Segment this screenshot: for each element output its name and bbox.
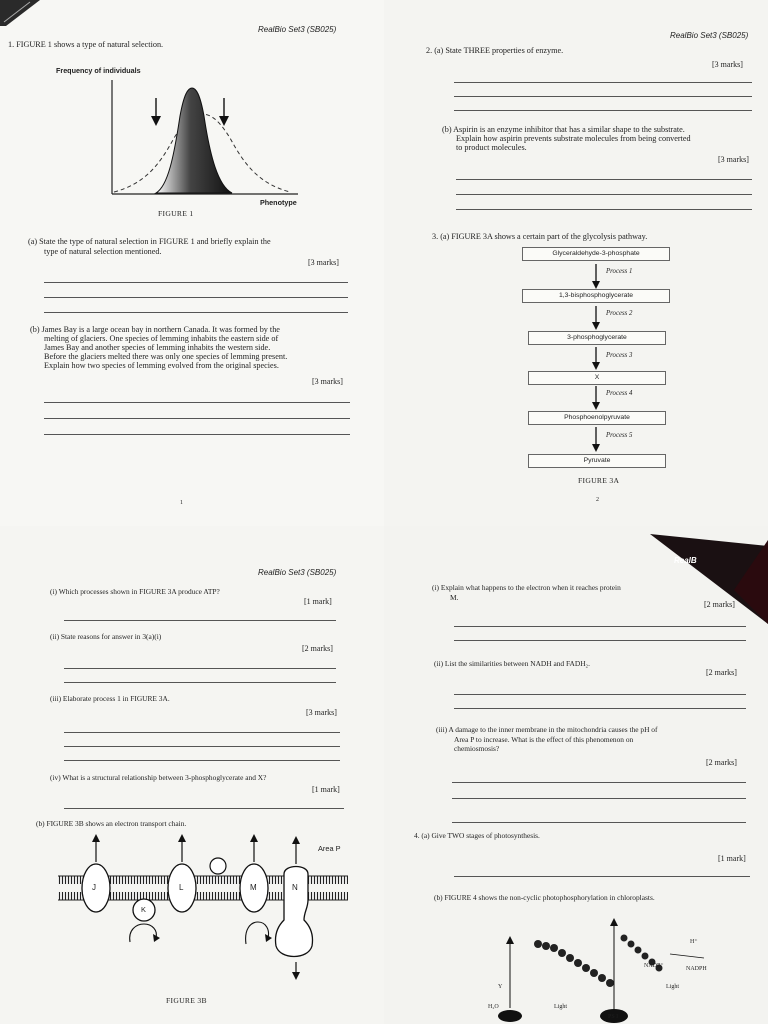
- page-corner-shadow: [0, 0, 40, 26]
- page-number: 1: [180, 500, 183, 506]
- answer-line: [454, 640, 746, 641]
- label-k: K: [141, 905, 146, 914]
- answer-line: [64, 760, 340, 761]
- question-2b-line-1: (b) Aspirin is an enzyme inhibitor that has a similar shape to the substrate.: [442, 125, 685, 134]
- answer-line: [64, 808, 344, 809]
- answer-line: [44, 418, 350, 419]
- pathway-box-pyruvate: Pyruvate: [528, 454, 666, 468]
- page-corner-shadow: [384, 526, 768, 626]
- answer-line: [454, 96, 752, 97]
- process-1-label: Process 1: [606, 268, 633, 275]
- answer-line: [454, 876, 750, 877]
- answer-line: [452, 798, 746, 799]
- question-1a-line-2: type of natural selection mentioned.: [44, 247, 162, 256]
- question-3a-ii: (ii) State reasons for answer in 3(a)(i): [50, 632, 162, 641]
- answer-line: [44, 402, 350, 403]
- question-3b-iii-line-1: (iii) A damage to the inner membrane in the mitochondria causes the pH of: [436, 725, 658, 734]
- page-2: [384, 0, 768, 526]
- figure-3b-caption: FIGURE 3B: [166, 996, 207, 1005]
- answer-line: [456, 209, 752, 210]
- question-3b-i-line-1: (i) Explain what happens to the electron when it reaches protein: [432, 583, 621, 592]
- question-3a-i: (i) Which processes shown in FIGURE 3A produce ATP?: [50, 587, 220, 596]
- answer-line: [456, 194, 752, 195]
- page-header: RealB: [674, 556, 697, 565]
- process-5-label: Process 5: [606, 432, 633, 439]
- label-n: N: [292, 883, 298, 892]
- y-axis-label: Frequency of individuals: [56, 66, 141, 75]
- answer-line: [452, 822, 746, 823]
- answer-line: [64, 746, 340, 747]
- page-3: [0, 526, 384, 1024]
- selected-distribution-curve: [156, 88, 232, 193]
- question-2a-marks: [3 marks]: [712, 60, 743, 69]
- question-2b-line-2: Explain how aspirin prevents substrate molecules from being converted: [456, 134, 691, 143]
- answer-line: [44, 434, 350, 435]
- area-p-label: Area P: [318, 844, 341, 853]
- process-3-label: Process 3: [606, 352, 633, 359]
- answer-line: [452, 782, 746, 783]
- answer-line: [64, 732, 340, 733]
- nadp-plus-label: NADP⁺: [644, 963, 664, 969]
- electron-transport-chain-diagram: [58, 834, 348, 994]
- ps1-label: PS I: [608, 1014, 619, 1020]
- question-3b-iii-marks: [2 marks]: [706, 758, 737, 767]
- answer-line: [454, 626, 746, 627]
- question-1b-line-3: James Bay and another species of lemming inhabits the western side.: [44, 343, 271, 352]
- answer-line: [454, 110, 752, 111]
- question-1a-marks: [3 marks]: [308, 258, 339, 267]
- question-1-intro: 1. FIGURE 1 shows a type of natural selection.: [8, 40, 164, 49]
- question-1b-marks: [3 marks]: [312, 377, 343, 386]
- figure-3a-caption: FIGURE 3A: [578, 476, 620, 485]
- electron-carrier-chain-1: [534, 940, 614, 987]
- answer-line: [454, 82, 752, 83]
- answer-line: [454, 694, 746, 695]
- answer-line: [64, 682, 336, 683]
- pathway-box-glyceraldehyde-3-phosphate: Glyceraldehyde-3-phosphate: [522, 247, 670, 261]
- question-3b: (b) FIGURE 3B shows an electron transport chain.: [36, 819, 187, 828]
- light-label-2: Light: [554, 1004, 567, 1010]
- question-2a: 2. (a) State THREE properties of enzyme.: [426, 46, 564, 55]
- question-1b-line-5: Explain how two species of lemming evolved from the original species.: [44, 361, 279, 370]
- page-header: RealBio Set3 (SB025): [258, 568, 337, 577]
- question-3b-iii-line-2: Area P to increase. What is the effect of this phenomenon on: [454, 735, 634, 744]
- x-axis-label: Phenotype: [260, 198, 297, 207]
- h-plus-label: H⁺: [690, 939, 698, 945]
- question-1b-line-2: melting of glaciers. One species of lemming inhabits the eastern side of: [44, 334, 279, 343]
- process-4-label: Process 4: [606, 390, 633, 397]
- question-1a-line-1: (a) State the type of natural selection in FIGURE 1 and briefly explain the: [28, 237, 271, 246]
- light-label-1: Light: [666, 984, 679, 990]
- question-3a: 3. (a) FIGURE 3A shows a certain part of the glycolysis pathway.: [432, 232, 648, 241]
- answer-line: [44, 312, 348, 313]
- question-3a-iii-marks: [3 marks]: [306, 708, 337, 717]
- question-3b-i-line-2: M.: [450, 593, 459, 602]
- question-2b-line-3: to product molecules.: [456, 143, 527, 152]
- page-1: [0, 0, 384, 526]
- question-3b-iii-line-3: chemiosmosis?: [454, 744, 500, 753]
- pathway-box-1-3-bisphosphoglycerate: 1,3-bisphosphoglycerate: [522, 289, 670, 303]
- pathway-arrows: [590, 261, 602, 461]
- question-2b-marks: [3 marks]: [718, 155, 749, 164]
- answer-line: [64, 668, 336, 669]
- page-header: RealBio Set3 (SB025): [670, 31, 749, 40]
- label-j: J: [92, 883, 96, 892]
- question-4a-marks: [1 mark]: [718, 854, 746, 863]
- question-3a-iii: (iii) Elaborate process 1 in FIGURE 3A.: [50, 694, 170, 703]
- answer-line: [44, 282, 348, 283]
- answer-line: [64, 620, 336, 621]
- question-1b-line-1: (b) James Bay is a large ocean bay in northern Canada. It was formed by the: [30, 325, 280, 334]
- nadph-label: NADPH: [686, 966, 707, 972]
- question-3b-i-marks: [2 marks]: [704, 600, 735, 609]
- question-1b-line-4: Before the glaciers melted there was only one species of lemming present.: [44, 352, 288, 361]
- photosystem-ii: [498, 1010, 522, 1022]
- question-4a: 4. (a) Give TWO stages of photosynthesis.: [414, 831, 540, 840]
- natural-selection-graph: [104, 76, 304, 206]
- question-3b-ii: (ii) List the similarities between NADH and FADH₂.: [434, 659, 590, 668]
- water-label: H₂O: [488, 1004, 499, 1010]
- answer-line: [454, 708, 746, 709]
- question-3a-i-marks: [1 mark]: [304, 597, 332, 606]
- y-label: Y: [498, 984, 503, 990]
- pathway-box-phosphoenolpyruvate: Phosphoenolpyruvate: [528, 411, 666, 425]
- question-3a-iv-marks: [1 mark]: [312, 785, 340, 794]
- pathway-box-x: X: [528, 371, 666, 385]
- answer-line: [456, 179, 752, 180]
- protein-j: [82, 864, 110, 912]
- label-l: L: [179, 883, 184, 892]
- label-m: M: [250, 883, 257, 892]
- pathway-box-3-phosphoglycerate: 3-phosphoglycerate: [528, 331, 666, 345]
- page-number: 2: [596, 497, 599, 503]
- answer-line: [44, 297, 348, 298]
- figure-1-caption: FIGURE 1: [158, 209, 194, 218]
- question-3a-iv: (iv) What is a structural relationship between 3-phosphoglycerate and X?: [50, 773, 267, 782]
- question-3b-ii-marks: [2 marks]: [706, 668, 737, 677]
- page-header: RealBio Set3 (SB025): [258, 25, 337, 34]
- page-4: [384, 526, 768, 1024]
- process-2-label: Process 2: [606, 310, 633, 317]
- cytochrome-c: [210, 858, 226, 874]
- question-4b: (b) FIGURE 4 shows the non-cyclic photophosphorylation in chloroplasts.: [434, 893, 655, 902]
- question-3a-ii-marks: [2 marks]: [302, 644, 333, 653]
